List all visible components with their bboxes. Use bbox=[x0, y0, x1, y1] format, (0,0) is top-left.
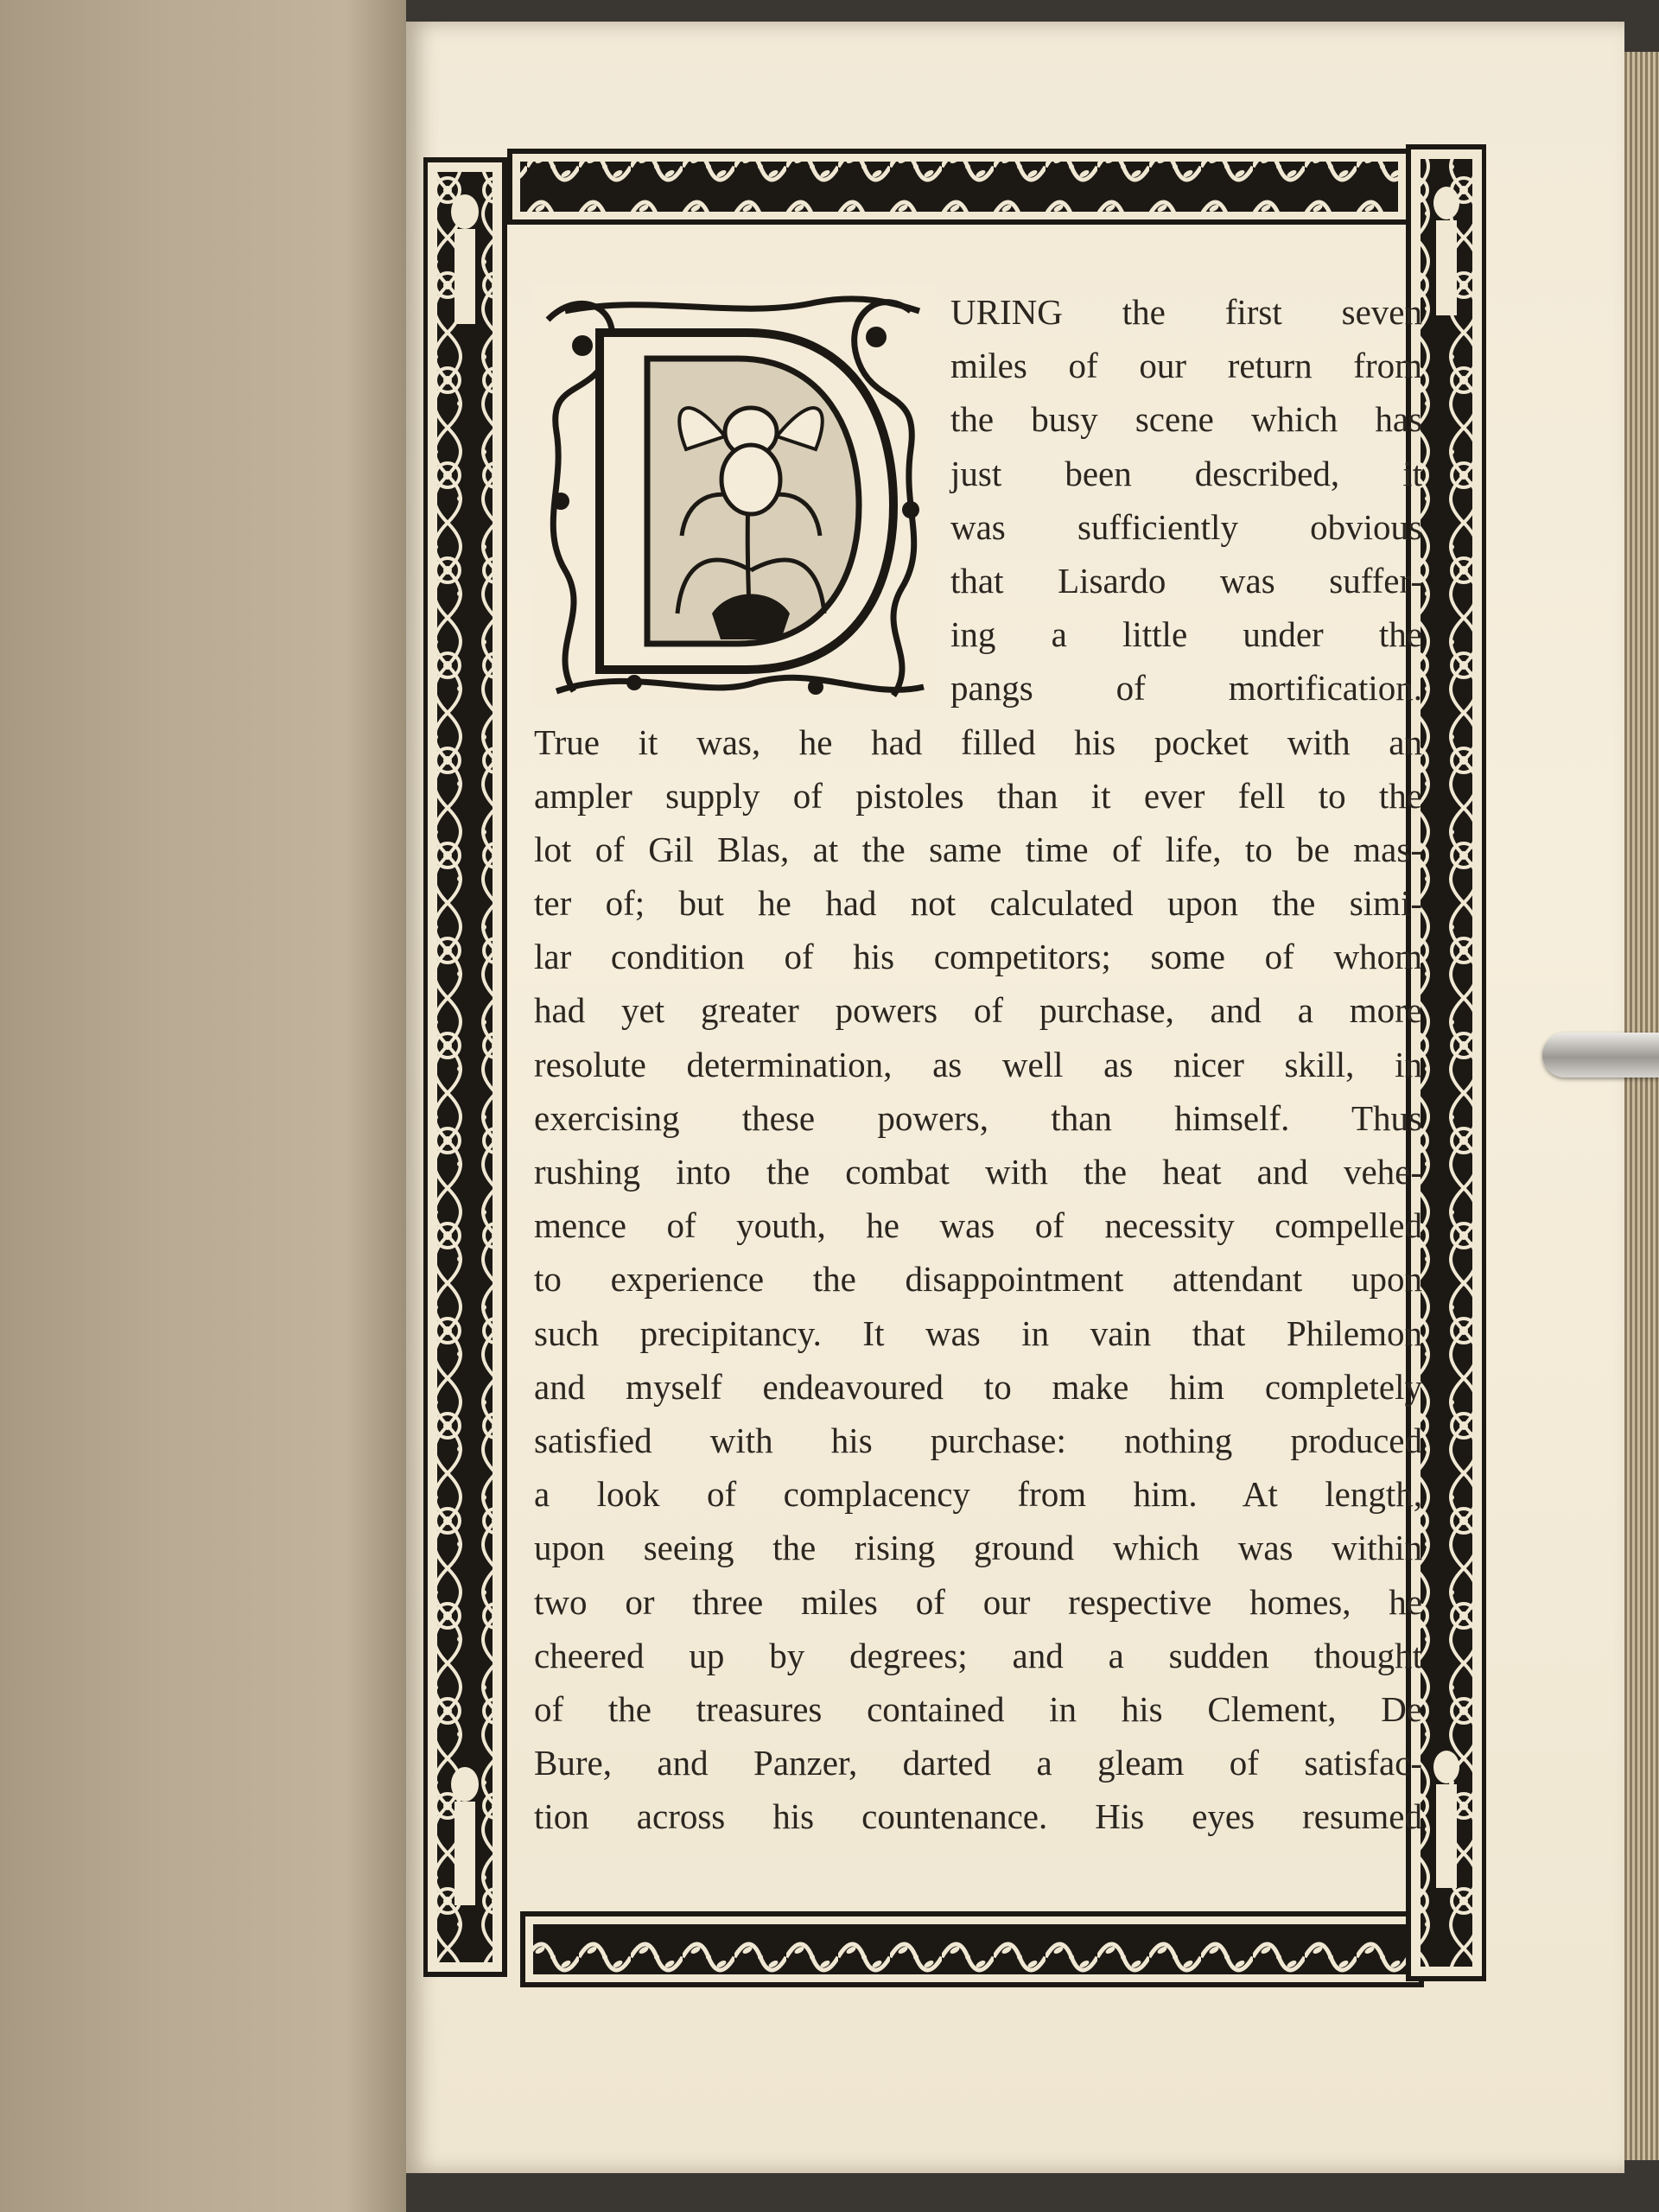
text-line: pangs of mortification. bbox=[950, 668, 1422, 709]
text-line: True it was, he had filled his pocket with an bbox=[534, 721, 1422, 762]
text-line: ing a little under the bbox=[950, 614, 1422, 655]
text-line: the busy scene which has bbox=[950, 399, 1422, 440]
text-line: rushing into the combat with the heat and vehe- bbox=[534, 1152, 1422, 1192]
text-line: of the treasures contained in his Clement, De bbox=[534, 1688, 1422, 1729]
metal-bookmark-clip bbox=[1542, 1033, 1659, 1077]
text-line: exercising these powers, than himself. Thus bbox=[534, 1097, 1422, 1138]
text-line: ampler supply of pistoles than it ever fell to the bbox=[534, 775, 1422, 816]
text-line: such precipitancy. It was in vain that Philemon bbox=[534, 1313, 1422, 1353]
text-line: was sufficiently obvious bbox=[950, 506, 1422, 547]
text-line: miles of our return from bbox=[950, 346, 1422, 386]
text-line: URING the first seven bbox=[950, 292, 1422, 332]
text-line: ter of; but he had not calculated upon the simi- bbox=[534, 883, 1422, 924]
text-line: had yet greater powers of purchase, and a more bbox=[534, 990, 1422, 1031]
text-line: just been described, it bbox=[950, 453, 1422, 493]
text-line: two or three miles of our respective homes, he bbox=[534, 1581, 1422, 1622]
text-line: satisfied with his purchase: nothing produced bbox=[534, 1420, 1422, 1460]
text-line: upon seeing the rising ground which was within bbox=[534, 1528, 1422, 1568]
body-text bbox=[534, 285, 1422, 1843]
text-line: lot of Gil Blas, at the same time of life, to be mas- bbox=[534, 829, 1422, 869]
text-line: resolute determination, as well as nicer skill, in bbox=[534, 1044, 1422, 1084]
text-line: that Lisardo was suffer- bbox=[950, 560, 1422, 601]
text-line: mence of youth, he was of necessity compelled bbox=[534, 1205, 1422, 1246]
text-line: tion across his countenance. His eyes resumed bbox=[534, 1796, 1422, 1837]
text-line: a look of complacency from him. At length, bbox=[534, 1474, 1422, 1515]
page-fore-edge bbox=[1624, 52, 1659, 2160]
text-line: cheered up by degrees; and a sudden thought bbox=[534, 1635, 1422, 1675]
text-line: to experience the disappointment attendant upon bbox=[534, 1259, 1422, 1300]
text-line: and myself endeavoured to make him completely bbox=[534, 1366, 1422, 1407]
left-blank-page bbox=[0, 0, 406, 2212]
text-line: Bure, and Panzer, darted a gleam of satisfac- bbox=[534, 1743, 1422, 1783]
text-line: lar condition of his competitors; some of whom bbox=[534, 937, 1422, 977]
